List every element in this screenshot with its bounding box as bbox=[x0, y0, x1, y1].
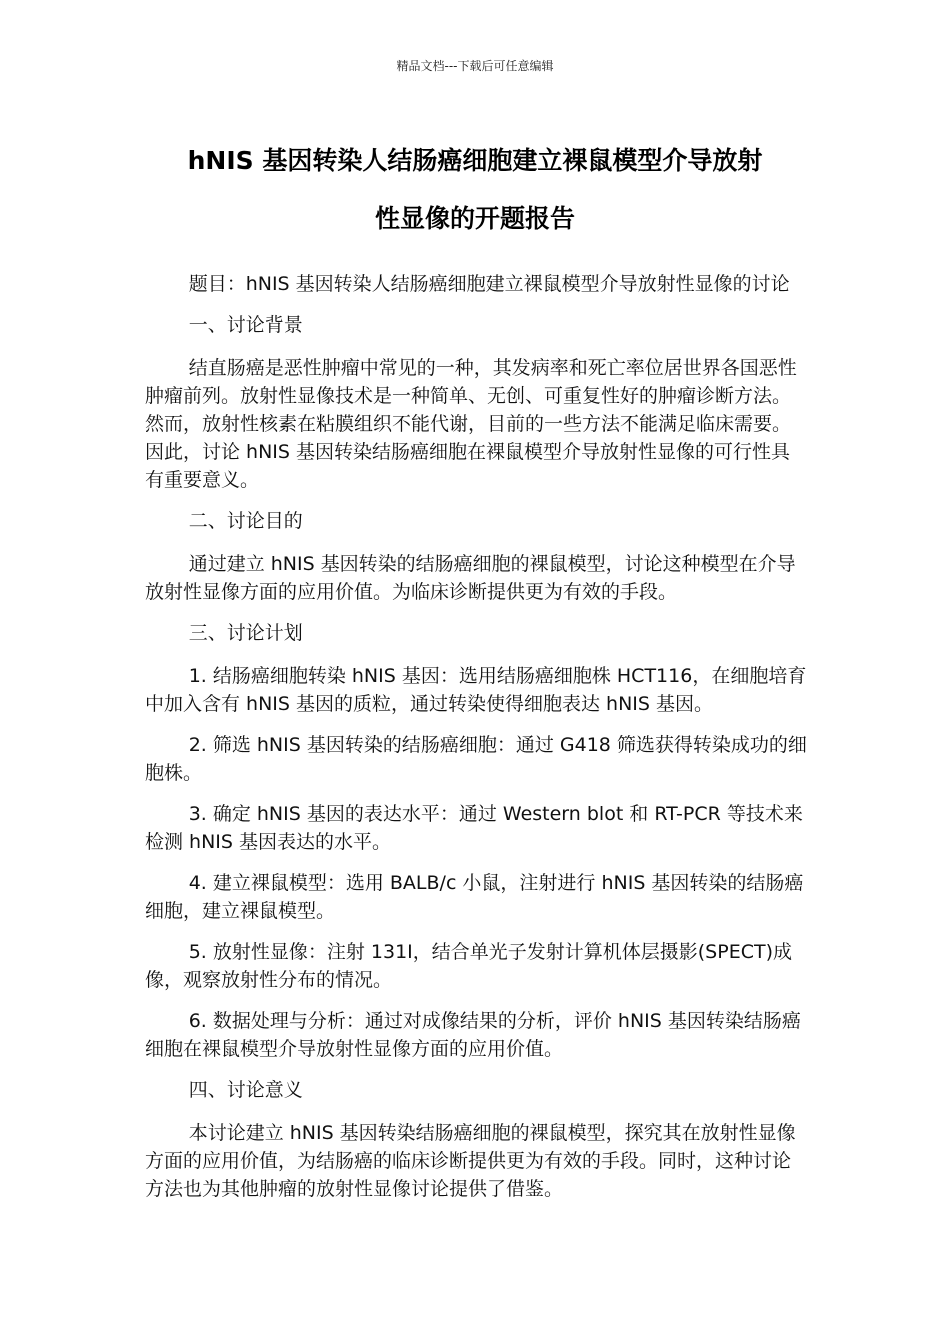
plan-item-4: 4. 建立裸鼠模型：选用 BALB/c 小鼠，注射进行 hNIS 基因转染的结肠癌细胞，建立裸鼠模型。 bbox=[145, 872, 804, 922]
purpose-paragraph: 通过建立 hNIS 基因转染的结肠癌细胞的裸鼠模型，讨论这种模型在介导放射性显像方面的应用价值。为临床诊断提供更为有效的手段。 bbox=[145, 553, 796, 603]
background-paragraph: 结直肠癌是恶性肿瘤中常见的一种，其发病率和死亡率位居世界各国恶性肿瘤前列。放射性显像技术是一种简单、无创、可重复性好的肿瘤诊断方法。然而，放射性核素在粘膜组织不能代谢，目前的一些方法不能满足临床需要。因此，讨论 hNIS 基因转染结肠癌细胞在裸鼠模型介导放射性显像的可行性具有重要意义。 bbox=[145, 357, 797, 491]
plan-item-6: 6. 数据处理与分析：通过对成像结果的分析，评价 hNIS 基因转染结肠癌细胞在裸鼠模型介导放射性显像方面的应用价值。 bbox=[145, 1010, 801, 1060]
plan-item-2: 2. 筛选 hNIS 基因转染的结肠癌细胞：通过 G418 筛选获得转染成功的细胞株。 bbox=[145, 734, 807, 784]
section-heading-significance: 四、讨论意义 bbox=[188, 1079, 303, 1101]
title-line-2: 性显像的开题报告 bbox=[374, 204, 575, 233]
plan-item-3: 3. 确定 hNIS 基因的表达水平：通过 Western blot 和 RT-PCR 等技术来检测 hNIS 基因表达的水平。 bbox=[145, 803, 803, 853]
section-heading-plan: 三、讨论计划 bbox=[188, 622, 303, 644]
header-note: 精品文档---下载后可任意编辑 bbox=[396, 59, 554, 73]
document-title bbox=[120, 132, 830, 248]
significance-paragraph: 本讨论建立 hNIS 基因转染结肠癌细胞的裸鼠模型，探究其在放射性显像方面的应用价值，为结肠癌的临床诊断提供更为有效的手段。同时，这种讨论方法也为其他肿瘤的放射性显像讨论提供了借鉴。 bbox=[145, 1122, 796, 1200]
topic-paragraph: 题目：hNIS 基因转染人结肠癌细胞建立裸鼠模型介导放射性显像的讨论 bbox=[188, 273, 790, 295]
section-heading-purpose: 二、讨论目的 bbox=[188, 510, 303, 532]
title-line-1: hNIS 基因转染人结肠癌细胞建立裸鼠模型介导放射 bbox=[187, 146, 763, 175]
document-body bbox=[145, 270, 807, 1216]
section-heading-background: 一、讨论背景 bbox=[188, 314, 303, 336]
plan-item-1: 1. 结肠癌细胞转染 hNIS 基因：选用结肠癌细胞株 HCT116，在细胞培育中加入含有 hNIS 基因的质粒，通过转染使得细胞表达 hNIS 基因。 bbox=[145, 665, 807, 715]
plan-item-5: 5. 放射性显像：注射 131I，结合单光子发射计算机体层摄影(SPECT)成像，观察放射性分布的情况。 bbox=[145, 941, 792, 991]
